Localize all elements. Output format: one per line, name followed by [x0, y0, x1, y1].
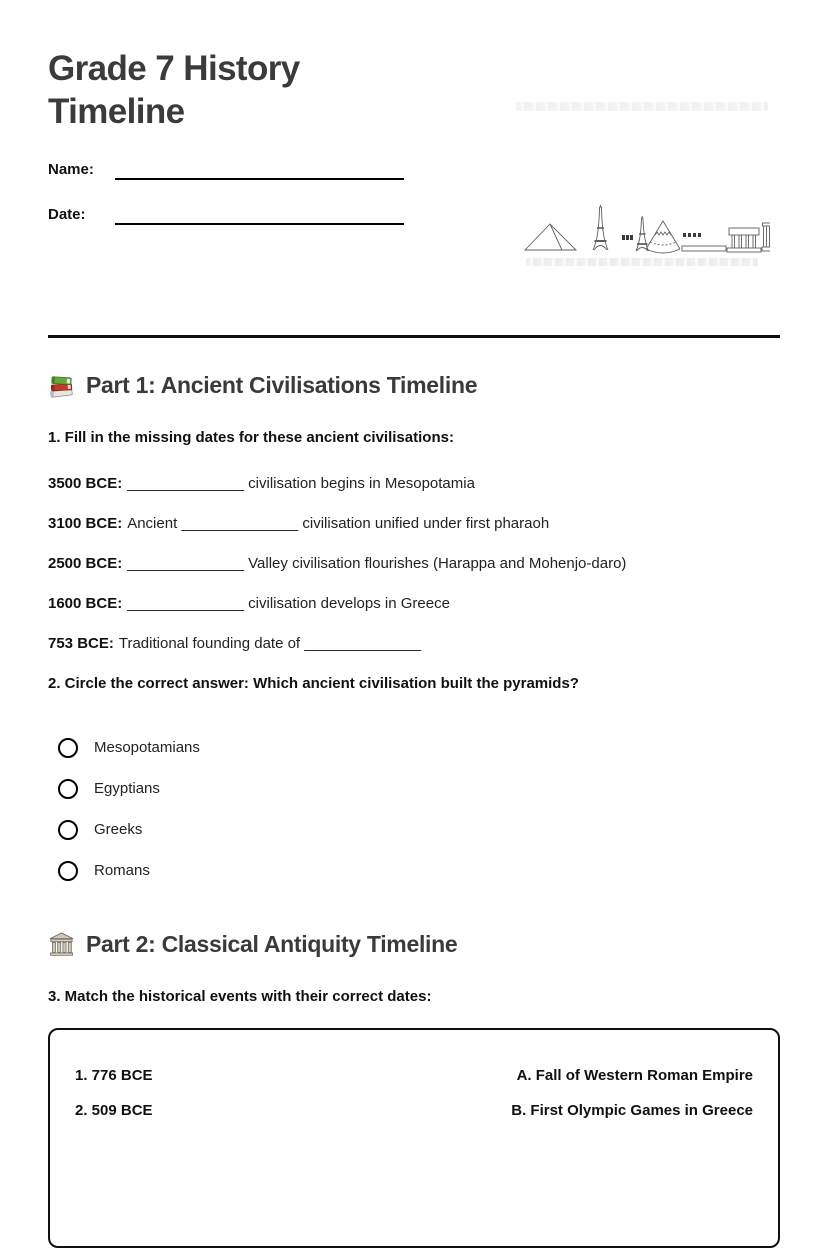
match-event: A. Fall of Western Roman Empire [516, 1067, 753, 1085]
pyramid-drawing [525, 224, 576, 250]
fill-in-text: Traditional founding date of ______________ [118, 635, 422, 653]
fill-in-line [48, 474, 780, 494]
books-stack-icon [48, 372, 75, 399]
option-label: Greeks [94, 821, 143, 839]
faint-watermark-text [516, 102, 768, 111]
option-row-egyptians[interactable] [58, 777, 780, 801]
option-row-romans[interactable] [58, 859, 780, 883]
page-title: Grade 7 History Timeline [48, 49, 300, 131]
date-input-line[interactable] [115, 209, 404, 225]
cone-monument-drawing [646, 221, 680, 253]
radio-button[interactable] [58, 861, 78, 881]
fill-in-text: ______________ civilisation develops in Greece [127, 595, 450, 613]
match-event: B. First Olympic Games in Greece [511, 1102, 753, 1120]
ruins-wall-drawing [682, 233, 726, 251]
temple-drawing [727, 228, 761, 252]
question2-prompt: 2. Circle the correct answer: Which ancient civilisation built the pyramids? [48, 675, 579, 693]
question3-prompt: 3. Match the historical events with their correct dates: [48, 988, 432, 1006]
radio-button[interactable] [58, 779, 78, 799]
match-date: 1. 776 BCE [75, 1067, 153, 1085]
option-label: Mesopotamians [94, 739, 200, 757]
name-field-row [48, 160, 780, 180]
option-row-mesopotamians[interactable] [58, 736, 780, 760]
part1-heading [48, 372, 780, 399]
match-row [75, 1066, 753, 1086]
fill-in-line [48, 594, 780, 614]
date-prefix: 3500 BCE: [48, 475, 123, 493]
date-prefix: 3100 BCE: [48, 515, 123, 533]
radio-button[interactable] [58, 820, 78, 840]
fill-in-line [48, 554, 780, 574]
worksheet-page [0, 48, 828, 1166]
part1-heading-label: Part 1: Ancient Civilisations Timeline [86, 372, 478, 399]
date-prefix: 2500 BCE: [48, 555, 123, 573]
section-divider [48, 335, 780, 338]
radio-button[interactable] [58, 738, 78, 758]
part2-heading-label: Part 2: Classical Antiquity Timeline [86, 931, 458, 958]
option-row-greeks[interactable] [58, 818, 780, 842]
date-prefix: 753 BCE: [48, 635, 114, 653]
name-input-line[interactable] [115, 164, 404, 180]
fill-in-text: Ancient ______________ civilisation unified under first pharaoh [127, 515, 550, 533]
fill-in-line [48, 634, 780, 654]
match-row [75, 1101, 753, 1121]
classical-building-icon [48, 931, 75, 958]
part2-heading [48, 931, 780, 958]
option-label: Egyptians [94, 780, 160, 798]
faint-caption-text [526, 258, 758, 266]
monuments-line-art-drawing [518, 205, 770, 255]
monuments-illustration [518, 205, 770, 266]
multiple-choice-options [48, 736, 780, 883]
tiny-lettering-marks [622, 235, 633, 240]
matching-table [48, 1028, 780, 1248]
match-date: 2. 509 BCE [75, 1102, 153, 1120]
fill-in-line [48, 514, 780, 534]
fill-in-text: ______________ civilisation begins in Mesopotamia [127, 475, 475, 493]
date-label: Date: [48, 206, 86, 224]
option-label: Romans [94, 862, 150, 880]
eiffel-tower-large-drawing [593, 205, 608, 250]
question1-prompt: 1. Fill in the missing dates for these ancient civilisations: [48, 429, 454, 447]
fill-in-text: ______________ Valley civilisation flourishes (Harappa and Mohenjo-daro) [127, 555, 627, 573]
name-label: Name: [48, 161, 94, 179]
date-prefix: 1600 BCE: [48, 595, 123, 613]
eiffel-tower-small-drawing [636, 216, 649, 251]
